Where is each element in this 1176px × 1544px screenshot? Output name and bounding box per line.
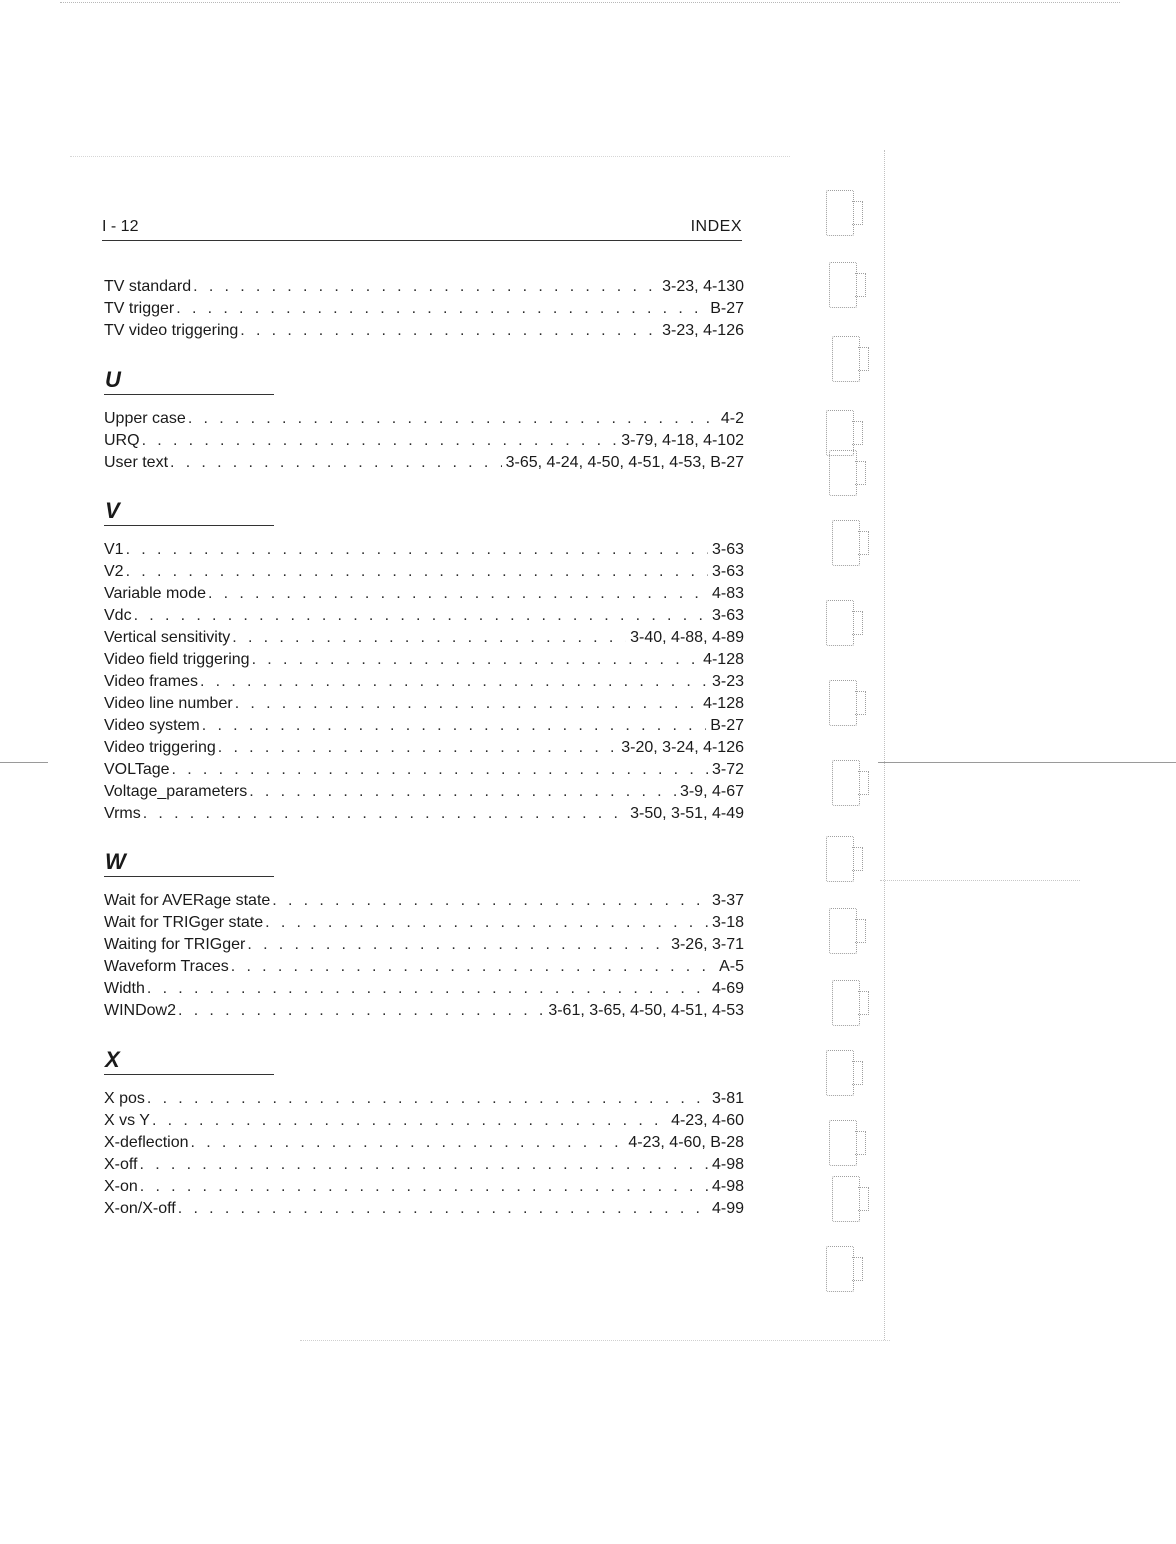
entry-pages: 3-63 [711,607,744,624]
entry-pages: 4-128 [703,651,744,668]
index-entry [104,539,744,561]
index-entry [104,430,744,452]
entry-pages: 3-79, 4-18, 4-102 [621,432,744,449]
leader-dots [172,759,708,781]
entry-pages: 3-63 [711,541,744,558]
entry-pages: 4-128 [703,695,744,712]
index-tab-edge [884,150,885,1340]
index-section-w [104,848,744,1022]
index-entry [104,452,744,474]
index-entry [104,1132,744,1154]
entry-term: Video frames [104,673,198,690]
index-entry [104,978,744,1000]
entry-term: Upper case [104,410,186,427]
leader-dots [191,1132,625,1154]
entry-term: Waveform Traces [104,958,229,975]
entry-term: Wait for AVERage state [104,892,271,909]
leader-dots [231,956,715,978]
leader-dots [249,781,676,803]
thumb-tab-mark [829,450,857,496]
fold-line-right [878,762,1176,763]
index-entry [104,1176,744,1198]
leader-dots [202,715,706,737]
leader-dots [252,649,700,671]
index-entry [104,693,744,715]
entry-term: Vrms [104,805,141,822]
leader-dots [147,1088,708,1110]
index-entry [104,1110,744,1132]
leader-dots [193,276,658,298]
leader-dots [126,539,708,561]
entry-term: Variable mode [104,585,206,602]
index-entry [104,627,744,649]
thumb-tab-mark [826,836,854,882]
section-rule [104,525,274,526]
entry-term: X-off [104,1156,138,1173]
index-entry [104,671,744,693]
entry-pages: 3-20, 3-24, 4-126 [621,739,744,756]
entry-term: User text [104,454,169,471]
entry-pages: 4-98 [711,1156,744,1173]
entry-pages: 3-23 [711,673,744,690]
leader-dots [265,912,708,934]
entry-term: X-on/X-off [104,1200,176,1217]
index-entry [104,649,744,671]
page-header [102,216,742,241]
leader-dots [188,408,717,430]
thumb-tab-mark [829,1120,857,1166]
index-entry [104,1088,744,1110]
leader-dots [208,583,708,605]
scan-edge-top [60,2,1120,3]
entry-term: Video field triggering [104,651,250,668]
index-entry [104,912,744,934]
index-entry [104,803,744,825]
fold-line-right-faint [880,880,1080,881]
leader-dots [200,671,708,693]
leader-dots [178,1000,544,1022]
section-letter: U [105,367,121,392]
entry-term: Video line number [104,695,233,712]
index-entry [104,781,744,803]
entry-term: Wait for TRIGger state [104,914,264,931]
index-entry [104,1154,744,1176]
leader-dots [126,561,708,583]
section-letter: V [105,498,120,523]
entry-pages: 3-37 [711,892,744,909]
index-entry [104,1198,744,1220]
scan-edge-faint [70,156,790,157]
entry-term: V2 [104,563,124,580]
entry-pages: 3-50, 3-51, 4-49 [630,805,744,822]
entry-pages: 4-98 [711,1178,744,1195]
entry-pages: 3-9, 4-67 [679,783,744,800]
section-letter: X [105,1047,120,1072]
thumb-tab-mark [832,520,860,566]
thumb-tab-mark [832,980,860,1026]
entry-pages: 3-65, 4-24, 4-50, 4-51, 4-53, B-27 [505,454,744,471]
entry-term: Video system [104,717,200,734]
index-entry [104,408,744,430]
entry-term: VOLTage [104,761,170,778]
leader-dots [176,298,706,320]
entry-term: X pos [104,1090,145,1107]
index-entry [104,276,744,298]
entry-term: TV video triggering [104,322,239,339]
entry-term: Vertical sensitivity [104,629,231,646]
section-rule [104,876,274,877]
entry-pages: 4-83 [711,585,744,602]
entry-pages: A-5 [719,958,744,975]
entry-term: Width [104,980,145,997]
leader-dots [152,1110,667,1132]
thumb-tab-mark [829,680,857,726]
entry-pages: B-27 [710,300,744,317]
thumb-tab-mark [832,336,860,382]
thumb-tab-mark [826,600,854,646]
index-entry [104,298,744,320]
leader-dots [235,693,699,715]
leader-dots [170,452,502,474]
leader-dots [142,430,618,452]
page-number: I - 12 [102,218,139,235]
entry-pages: 3-63 [711,563,744,580]
entry-term: TV standard [104,278,192,295]
entry-pages: 3-81 [711,1090,744,1107]
entry-pages: 4-69 [711,980,744,997]
entry-term: Vdc [104,607,132,624]
entry-term: Video triggering [104,739,216,756]
index-entry [104,1000,744,1022]
leader-dots [272,890,708,912]
entry-term: Voltage_parameters [104,783,248,800]
leader-dots [147,978,708,1000]
entry-term: X vs Y [104,1112,150,1129]
entry-pages: 3-72 [711,761,744,778]
leader-dots [143,803,626,825]
index-section-x [104,1046,744,1220]
scan-edge-bottom [300,1340,890,1341]
leader-dots [218,737,617,759]
entry-pages: 4-99 [711,1200,744,1217]
entry-term: X-deflection [104,1134,189,1151]
leader-dots [134,605,708,627]
fold-line-left [0,762,48,763]
entry-pages: 3-23, 4-126 [662,322,744,339]
thumb-tab-mark [826,1246,854,1292]
leader-dots [178,1198,708,1220]
leader-dots [140,1176,708,1198]
leader-dots [240,320,658,342]
section-letter: W [105,849,126,874]
index-entry [104,759,744,781]
thumb-tab-mark [829,262,857,308]
index-section-v [104,497,744,825]
thumb-tab-mark [826,1050,854,1096]
leader-dots [140,1154,708,1176]
index-entry [104,320,744,342]
index-entry [104,605,744,627]
entry-pages: 4-2 [720,410,744,427]
index-entry [104,561,744,583]
index-entry [104,737,744,759]
thumb-tab-mark [826,190,854,236]
index-section-t [104,276,744,342]
index-entry [104,934,744,956]
leader-dots [247,934,667,956]
entry-term: X-on [104,1178,138,1195]
section-rule [104,394,274,395]
entry-term: WINDow2 [104,1002,177,1019]
index-entry [104,890,744,912]
page-title: INDEX [690,218,742,235]
index-entry [104,583,744,605]
thumb-tab-mark [829,908,857,954]
entry-pages: 3-18 [711,914,744,931]
entry-pages: 4-23, 4-60, B-28 [628,1134,744,1151]
entry-term: V1 [104,541,124,558]
leader-dots [232,627,626,649]
entry-pages: 3-61, 3-65, 4-50, 4-51, 4-53 [548,1002,744,1019]
entry-pages: 3-26, 3-71 [671,936,744,953]
entry-pages: B-27 [710,717,744,734]
entry-pages: 3-40, 4-88, 4-89 [630,629,744,646]
index-entry [104,956,744,978]
entry-pages: 4-23, 4-60 [671,1112,744,1129]
entry-term: TV trigger [104,300,175,317]
entry-term: URQ [104,432,140,449]
index-section-u [104,366,744,474]
thumb-tab-mark [832,760,860,806]
index-entry [104,715,744,737]
section-rule [104,1074,274,1075]
entry-term: Waiting for TRIGger [104,936,246,953]
entry-pages: 3-23, 4-130 [662,278,744,295]
thumb-tab-mark [832,1176,860,1222]
